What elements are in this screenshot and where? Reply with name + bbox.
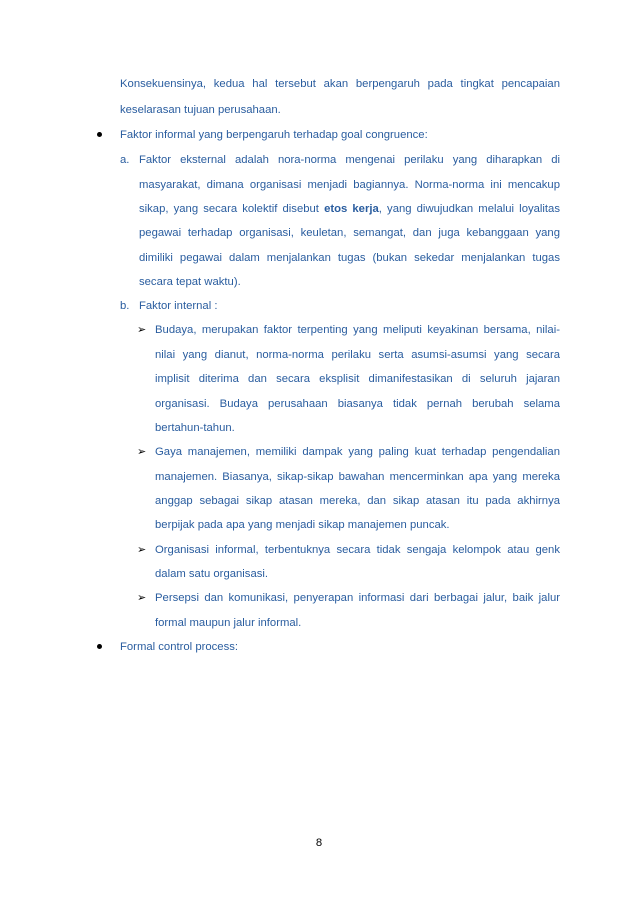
persepsi-line-2: formal maupun jalur informal. bbox=[155, 617, 302, 629]
budaya-line-3: implisit diterima dan secara eksplisit dimanifestasikan di seluruh jajaran bbox=[155, 373, 560, 385]
bullet-icon bbox=[97, 644, 102, 649]
arrow-bullet-icon: ➢ bbox=[137, 323, 147, 336]
item-a-line-3-pre: sikap, yang secara kolektif disebut bbox=[139, 203, 325, 215]
gaya-line-4: berpijak pada apa yang menjadi sikap manajemen puncak. bbox=[155, 519, 450, 531]
etos-kerja-bold: etos kerja bbox=[324, 203, 379, 215]
budaya-line-2: nilai yang dianut, norma-norma perilaku serta asumsi-asumsi yang secara bbox=[155, 349, 560, 361]
bullet-faktor-informal: Faktor informal yang berpengaruh terhadap goal congruence: bbox=[120, 129, 428, 141]
item-a-line-3-post: , yang diwujudkan melalui loyalitas bbox=[378, 203, 560, 215]
item-a-line-6: secara tepat waktu). bbox=[139, 276, 241, 288]
intro-line-2: keselarasan tujuan perusahaan. bbox=[120, 104, 281, 116]
item-a-line-5: dimiliki pegawai dalam menjalankan tugas (bukan sekedar menjalankan tugas bbox=[139, 252, 560, 264]
intro-line-1: Konsekuensinya, kedua hal tersebut akan berpengaruh pada tingkat pencapaian bbox=[120, 78, 560, 90]
budaya-line-4: organisasi. Budaya perusahaan biasanya tidak pernah berubah selama bbox=[155, 398, 560, 410]
organisasi-line-2: dalam satu organisasi. bbox=[155, 568, 269, 580]
item-b-label: Faktor internal : bbox=[139, 300, 218, 312]
item-a-line-2: masyarakat, dimana organisasi menjadi bagiannya. Norma-norma ini mencakup bbox=[139, 179, 560, 191]
gaya-line-2: manajemen. Biasanya, sikap-sikap bawahan mencerminkan apa yang mereka bbox=[155, 471, 560, 483]
page-number: 8 bbox=[315, 837, 323, 849]
bullet-formal-control: Formal control process: bbox=[120, 641, 239, 653]
list-marker-b: b. bbox=[120, 300, 130, 312]
item-a-line-4: pegawai terhadap organisasi, keuletan, semangat, dan juga kebanggaan yang bbox=[139, 227, 560, 239]
bullet-icon bbox=[97, 132, 102, 137]
gaya-line-1: Gaya manajemen, memiliki dampak yang paling kuat terhadap pengendalian bbox=[155, 446, 560, 458]
item-a-line-3 bbox=[139, 202, 560, 216]
persepsi-line-1: Persepsi dan komunikasi, penyerapan informasi dari berbagai jalur, baik jalur bbox=[155, 592, 560, 604]
item-a-line-1: Faktor eksternal adalah nora-norma mengenai perilaku yang diharapkan di bbox=[139, 154, 560, 166]
gaya-line-3: anggap sebagai sikap atasan mereka, dan sikap atasan itu pada akhirnya bbox=[155, 495, 560, 507]
arrow-bullet-icon: ➢ bbox=[137, 591, 147, 604]
arrow-bullet-icon: ➢ bbox=[137, 445, 147, 458]
budaya-line-1: Budaya, merupakan faktor terpenting yang meliputi keyakinan bersama, nilai- bbox=[155, 324, 560, 336]
organisasi-line-1: Organisasi informal, terbentuknya secara tidak sengaja kelompok atau genk bbox=[155, 544, 560, 556]
list-marker-a: a. bbox=[120, 154, 130, 166]
arrow-bullet-icon: ➢ bbox=[137, 543, 147, 556]
budaya-line-5: bertahun-tahun. bbox=[155, 422, 235, 434]
